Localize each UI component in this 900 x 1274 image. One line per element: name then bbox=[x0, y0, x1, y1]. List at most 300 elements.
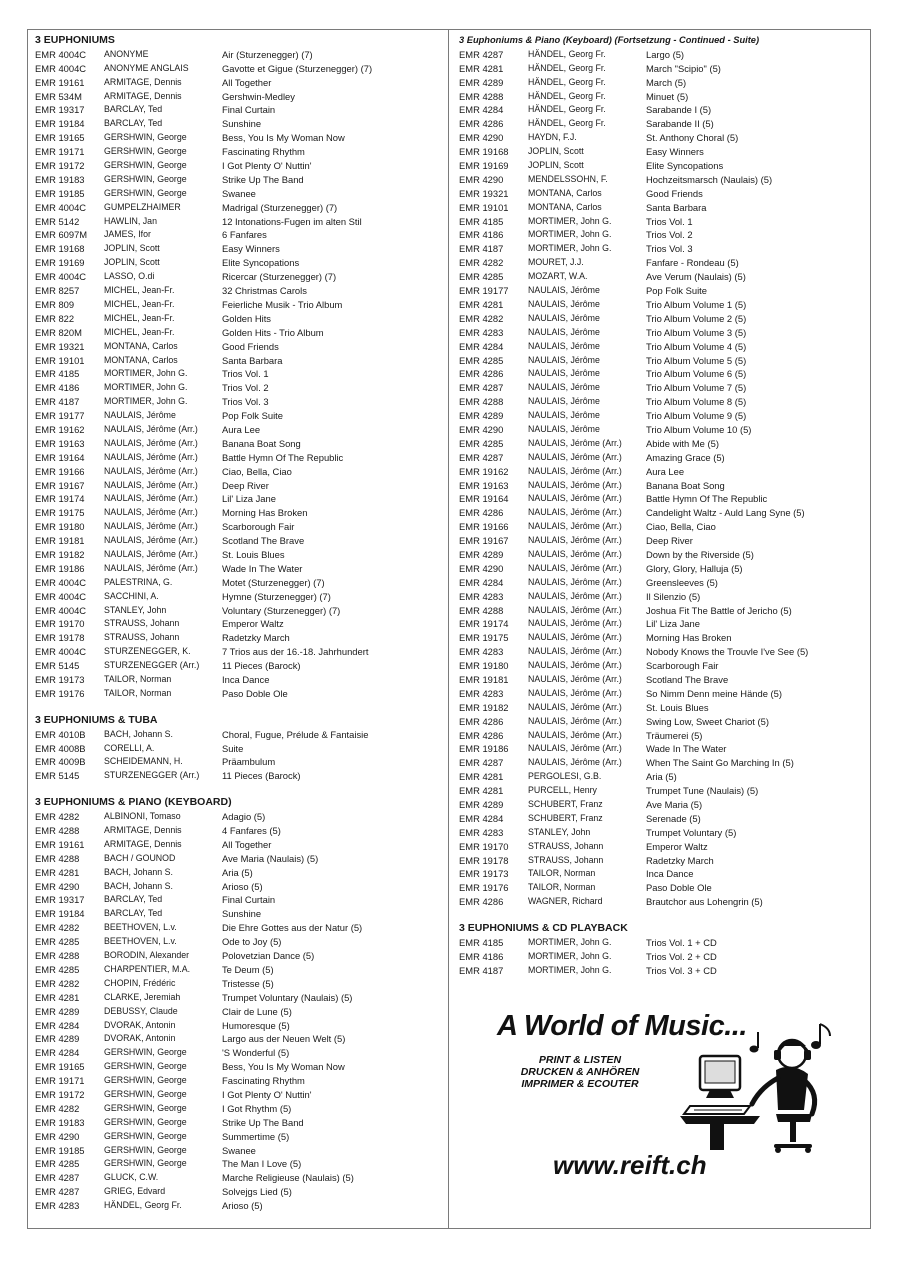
piece-title: Fascinating Rhythm bbox=[222, 1075, 305, 1087]
composer-name: BARCLAY, Ted bbox=[104, 118, 163, 129]
piece-title: Elite Syncopations bbox=[646, 160, 724, 172]
piece-title: Final Curtain bbox=[222, 104, 276, 116]
catalog-entry bbox=[35, 548, 445, 562]
piece-title: Battle Hymn Of The Republic bbox=[646, 493, 768, 505]
catalog-entry bbox=[35, 520, 445, 534]
composer-name: NAULAIS, Jérôme (Arr.) bbox=[528, 632, 622, 643]
composer-name: NAULAIS, Jérôme (Arr.) bbox=[528, 521, 622, 532]
composer-name: NAULAIS, Jérôme (Arr.) bbox=[528, 479, 622, 490]
piece-title: Nobody Knows the Trouvle I've See (5) bbox=[646, 646, 809, 658]
catalog-entry bbox=[35, 631, 445, 645]
catalog-entry bbox=[459, 395, 864, 409]
composer-name: MONTANA, Carlos bbox=[528, 201, 602, 212]
piece-title: Brautchor aus Lohengrin (5) bbox=[646, 896, 763, 908]
catalog-entry bbox=[459, 159, 864, 173]
catalog-entry bbox=[35, 354, 445, 368]
composer-name: MICHEL, Jean-Fr. bbox=[104, 298, 175, 309]
catalog-code: EMR 19182 bbox=[35, 548, 85, 560]
composer-name: SCHUBERT, Franz bbox=[528, 799, 603, 809]
catalog-code: EMR 19181 bbox=[35, 535, 85, 547]
catalog-code: EMR 5145 bbox=[35, 770, 80, 782]
piece-title: Santa Barbara bbox=[222, 354, 283, 366]
piece-title: Inca Dance bbox=[222, 673, 270, 685]
piece-title: Morning Has Broken bbox=[222, 507, 308, 519]
catalog-code: EMR 4287 bbox=[459, 382, 504, 394]
catalog-entry bbox=[459, 881, 864, 895]
catalog-code: EMR 19171 bbox=[35, 146, 85, 158]
piece-title: All Together bbox=[222, 838, 272, 850]
catalog-code: EMR 19172 bbox=[35, 1088, 85, 1100]
catalog-entry bbox=[35, 617, 445, 631]
catalog-code: EMR 4285 bbox=[459, 271, 504, 283]
catalog-entry bbox=[459, 548, 864, 562]
piece-title: Santa Barbara bbox=[646, 201, 707, 213]
logo-tagline-3: IMPRIMER & ECOUTER bbox=[521, 1078, 639, 1090]
piece-title: Träumerei (5) bbox=[646, 729, 703, 741]
catalog-code: EMR 19173 bbox=[459, 868, 509, 880]
piece-title: Trios Vol. 3 + CD bbox=[646, 964, 717, 976]
catalog-entry bbox=[35, 326, 445, 340]
catalog-code: EMR 4290 bbox=[459, 173, 504, 185]
catalog-entry bbox=[459, 562, 864, 576]
section-gap bbox=[35, 701, 445, 714]
catalog-entry bbox=[35, 1185, 445, 1199]
piece-title: Summertime (5) bbox=[222, 1130, 290, 1142]
piece-title: Choral, Fugue, Prélude & Fantaisie bbox=[222, 728, 369, 740]
piece-title: Fanfare - Rondeau (5) bbox=[646, 257, 739, 269]
catalog-entry bbox=[459, 201, 864, 215]
catalog-entry bbox=[35, 880, 445, 894]
catalog-code: EMR 4283 bbox=[35, 1200, 80, 1212]
piece-title: Radetzky March bbox=[646, 854, 714, 866]
catalog-code: EMR 4289 bbox=[459, 548, 504, 560]
catalog-code: EMR 4187 bbox=[35, 396, 80, 408]
composer-name: MORTIMER, John G. bbox=[528, 229, 612, 240]
piece-title: Inca Dance bbox=[646, 868, 694, 880]
logo-url: www.reift.ch bbox=[553, 1150, 707, 1180]
composer-name: MOURET, J.J. bbox=[528, 257, 584, 268]
catalog-code: EMR 4285 bbox=[459, 437, 504, 449]
catalog-entry bbox=[35, 963, 445, 977]
composer-name: BARCLAY, Ted bbox=[104, 104, 163, 115]
composer-name: HÄNDEL, Georg Fr. bbox=[528, 62, 606, 73]
catalog-code: EMR 19317 bbox=[35, 104, 85, 116]
composer-name: MORTIMER, John G. bbox=[104, 382, 188, 393]
composer-name: STRAUSS, Johann bbox=[528, 840, 604, 851]
catalog-code: EMR 19321 bbox=[35, 340, 85, 352]
composer-name: MONTANA, Carlos bbox=[104, 340, 178, 351]
catalog-entry bbox=[459, 103, 864, 117]
piece-title: Bess, You Is My Woman Now bbox=[222, 1061, 345, 1073]
composer-name: BARCLAY, Ted bbox=[104, 894, 163, 905]
composer-name: NAULAIS, Jérôme bbox=[528, 410, 600, 421]
catalog-code: EMR 4283 bbox=[459, 687, 504, 699]
piece-title: Minuet (5) bbox=[646, 90, 689, 102]
section-title: 3 Euphoniums & Piano (Keyboard) (Fortsetzung - Continued - Suite) bbox=[459, 35, 760, 45]
catalog-entry bbox=[35, 1199, 445, 1213]
catalog-code: EMR 4288 bbox=[459, 90, 504, 102]
catalog-code: EMR 19166 bbox=[35, 465, 85, 477]
catalog-entry bbox=[35, 755, 445, 769]
composer-name: NAULAIS, Jérôme (Arr.) bbox=[528, 660, 622, 671]
composer-name: ALBINONI, Tomaso bbox=[104, 811, 181, 822]
piece-title: Aria (5) bbox=[222, 866, 253, 878]
catalog-entry bbox=[459, 90, 864, 104]
catalog-entry bbox=[35, 242, 445, 256]
catalog-entry bbox=[459, 48, 864, 62]
composer-name: GERSHWIN, George bbox=[104, 1061, 187, 1072]
piece-title: Trio Album Volume 6 (5) bbox=[646, 368, 747, 380]
composer-name: ANONYME bbox=[104, 48, 149, 59]
composer-name: NAULAIS, Jérôme bbox=[528, 354, 600, 365]
piece-title: Banana Boat Song bbox=[222, 437, 301, 449]
catalog-code: EMR 4185 bbox=[35, 368, 80, 380]
composer-name: GERSHWIN, George bbox=[104, 1116, 187, 1127]
catalog-entry bbox=[35, 62, 445, 76]
composer-name: NAULAIS, Jérôme (Arr.) bbox=[104, 451, 198, 462]
catalog-code: EMR 4286 bbox=[459, 715, 504, 727]
column-divider bbox=[448, 29, 449, 1229]
catalog-entry bbox=[459, 451, 864, 465]
piece-title: Paso Doble Ole bbox=[646, 882, 712, 894]
catalog-entry bbox=[459, 964, 864, 978]
catalog-code: EMR 19161 bbox=[35, 76, 85, 88]
catalog-entry bbox=[35, 395, 445, 409]
catalog-code: EMR 19184 bbox=[35, 908, 85, 920]
piece-title: Hochzeitsmarsch (Naulais) (5) bbox=[646, 173, 773, 185]
composer-name: GRIEG, Edvard bbox=[104, 1186, 166, 1197]
catalog-entry bbox=[35, 1005, 445, 1019]
catalog-code: EMR 19186 bbox=[35, 562, 85, 574]
composer-name: CLARKE, Jeremiah bbox=[104, 991, 181, 1002]
catalog-entry bbox=[35, 103, 445, 117]
composer-name: NAULAIS, Jérôme (Arr.) bbox=[528, 687, 622, 698]
piece-title: Trio Album Volume 3 (5) bbox=[646, 326, 747, 338]
composer-name: DEBUSSY, Claude bbox=[104, 1005, 178, 1016]
composer-name: GLUCK, C.W. bbox=[104, 1172, 159, 1183]
catalog-code: EMR 534M bbox=[35, 90, 82, 102]
composer-name: GERSHWIN, George bbox=[104, 146, 187, 157]
catalog-code: EMR 19168 bbox=[459, 146, 509, 158]
left-column bbox=[35, 34, 445, 1213]
catalog-entry bbox=[35, 810, 445, 824]
catalog-code: EMR 4282 bbox=[459, 257, 504, 269]
catalog-entry bbox=[35, 1060, 445, 1074]
composer-name: PURCELL, Henry bbox=[528, 785, 597, 796]
piece-title: Abide with Me (5) bbox=[646, 437, 719, 449]
piece-title: Deep River bbox=[646, 535, 693, 547]
catalog-entry bbox=[35, 381, 445, 395]
piece-title: Aura Lee bbox=[646, 465, 685, 477]
catalog-entry bbox=[459, 437, 864, 451]
composer-name: HÄNDEL, Georg Fr. bbox=[528, 48, 606, 59]
logo-headline: A World of Music... bbox=[497, 1010, 747, 1042]
composer-name: PALESTRINA, G. bbox=[104, 576, 173, 587]
composer-name: STANLEY, John bbox=[528, 826, 591, 837]
piece-title: Madrigal (Sturzenegger) (7) bbox=[222, 201, 338, 213]
piece-title: Swanee bbox=[222, 187, 256, 199]
piece-title: Trio Album Volume 9 (5) bbox=[646, 410, 747, 422]
catalog-entry bbox=[459, 298, 864, 312]
composer-name: NAULAIS, Jérôme bbox=[528, 382, 600, 393]
catalog-code: EMR 19167 bbox=[35, 479, 85, 491]
catalog-code: EMR 19183 bbox=[35, 1116, 85, 1128]
composer-name: NAULAIS, Jérôme bbox=[528, 340, 600, 351]
composer-name: NAULAIS, Jérôme (Arr.) bbox=[528, 562, 622, 573]
composer-name: NAULAIS, Jérôme (Arr.) bbox=[104, 507, 198, 518]
catalog-code: EMR 19101 bbox=[35, 354, 85, 366]
catalog-entry bbox=[459, 173, 864, 187]
catalog-code: EMR 19174 bbox=[459, 618, 509, 630]
logo-tagline-2: DRUCKEN & ANHÖREN bbox=[520, 1066, 640, 1078]
catalog-entry bbox=[35, 728, 445, 742]
catalog-entry bbox=[459, 770, 864, 784]
piece-title: Trios Vol. 3 bbox=[646, 243, 693, 255]
catalog-code: EMR 4281 bbox=[35, 866, 80, 878]
composer-name: HÄNDEL, Georg Fr. bbox=[528, 118, 606, 129]
catalog-code: EMR 4290 bbox=[459, 562, 504, 574]
composer-name: TAILOR, Norman bbox=[528, 868, 596, 879]
catalog-code: EMR 19161 bbox=[35, 838, 85, 850]
catalog-entry bbox=[35, 1171, 445, 1185]
catalog-code: EMR 19180 bbox=[35, 521, 85, 533]
piece-title: Lil' Liza Jane bbox=[222, 493, 276, 505]
catalog-entry bbox=[35, 977, 445, 991]
catalog-entry bbox=[35, 991, 445, 1005]
composer-name: HÄNDEL, Georg Fr. bbox=[528, 90, 606, 101]
catalog-entry bbox=[35, 409, 445, 423]
section-gap bbox=[459, 909, 864, 922]
catalog-code: EMR 5142 bbox=[35, 215, 80, 227]
composer-name: SCHEIDEMANN, H. bbox=[104, 756, 183, 767]
piece-title: Elite Syncopations bbox=[222, 257, 300, 269]
catalog-code: EMR 4290 bbox=[459, 423, 504, 435]
piece-title: Largo (5) bbox=[646, 48, 685, 60]
piece-title: Voluntary (Sturzenegger) (7) bbox=[222, 604, 341, 616]
composer-name: NAULAIS, Jérôme (Arr.) bbox=[528, 757, 622, 768]
catalog-code: EMR 19171 bbox=[35, 1075, 85, 1087]
piece-title: Lil' Liza Jane bbox=[646, 618, 700, 630]
composer-name: CORELLI, A. bbox=[104, 742, 155, 753]
composer-name: BACH / GOUNOD bbox=[104, 852, 176, 863]
piece-title: Gavotte et Gigue (Sturzenegger) (7) bbox=[222, 62, 373, 74]
piece-title: 11 Pieces (Barock) bbox=[222, 770, 301, 782]
piece-title: Easy Winners bbox=[646, 146, 704, 158]
catalog-code: EMR 19166 bbox=[459, 521, 509, 533]
catalog-entry bbox=[459, 506, 864, 520]
composer-name: MENDELSSOHN, F. bbox=[528, 173, 608, 184]
piece-title: Solvejgs Lied (5) bbox=[222, 1186, 292, 1198]
piece-title: Arioso (5) bbox=[222, 880, 263, 892]
catalog-code: EMR 4008B bbox=[35, 742, 86, 754]
catalog-entry bbox=[459, 617, 864, 631]
piece-title: When The Saint Go Marching In (5) bbox=[646, 757, 794, 769]
piece-title: Sarabande I (5) bbox=[646, 104, 712, 116]
catalog-entry bbox=[35, 312, 445, 326]
catalog-code: EMR 19167 bbox=[459, 535, 509, 547]
composer-name: STURZENEGGER (Arr.) bbox=[104, 770, 200, 781]
composer-name: NAULAIS, Jérôme (Arr.) bbox=[104, 479, 198, 490]
composer-name: LASSO, O.di bbox=[104, 271, 155, 282]
catalog-entry bbox=[459, 76, 864, 90]
catalog-code: EMR 4288 bbox=[35, 825, 80, 837]
catalog-entry bbox=[459, 187, 864, 201]
catalog-code: EMR 4289 bbox=[459, 410, 504, 422]
piece-title: Humoresque (5) bbox=[222, 1019, 290, 1031]
composer-name: NAULAIS, Jérôme (Arr.) bbox=[528, 548, 622, 559]
piece-title: Ave Verum (Naulais) (5) bbox=[646, 271, 746, 283]
composer-name: NAULAIS, Jérôme (Arr.) bbox=[104, 521, 198, 532]
composer-name: NAULAIS, Jérôme (Arr.) bbox=[528, 437, 622, 448]
catalog-entry bbox=[459, 590, 864, 604]
piece-title: Radetzky March bbox=[222, 632, 290, 644]
catalog-code: EMR 4288 bbox=[35, 950, 80, 962]
catalog-code: EMR 19169 bbox=[459, 160, 509, 172]
composer-name: ARMITAGE, Dennis bbox=[104, 825, 182, 836]
piece-title: Motet (Sturzenegger) (7) bbox=[222, 576, 325, 588]
piece-title: St. Louis Blues bbox=[222, 548, 285, 560]
section-title: 3 EUPHONIUMS & TUBA bbox=[35, 713, 158, 726]
catalog-code: EMR 4185 bbox=[459, 937, 504, 949]
catalog-code: EMR 4284 bbox=[459, 576, 504, 588]
catalog-entry bbox=[35, 1074, 445, 1088]
catalog-code: EMR 4282 bbox=[35, 811, 80, 823]
catalog-entry bbox=[459, 798, 864, 812]
catalog-entry bbox=[35, 228, 445, 242]
piece-title: Trio Album Volume 1 (5) bbox=[646, 298, 747, 310]
piece-title: Trios Vol. 1 + CD bbox=[646, 937, 717, 949]
catalog-entry bbox=[459, 340, 864, 354]
catalog-code: EMR 4281 bbox=[35, 991, 80, 1003]
composer-name: JOPLIN, Scott bbox=[104, 257, 160, 268]
catalog-code: EMR 19185 bbox=[35, 1144, 85, 1156]
piece-title: Final Curtain bbox=[222, 894, 276, 906]
composer-name: NAULAIS, Jérôme bbox=[528, 285, 600, 296]
catalog-entry bbox=[35, 187, 445, 201]
piece-title: Trumpet Voluntary (5) bbox=[646, 826, 737, 838]
catalog-entry bbox=[459, 381, 864, 395]
piece-title: Golden Hits - Trio Album bbox=[222, 326, 324, 338]
composer-name: STURZENEGGER (Arr.) bbox=[104, 660, 200, 671]
composer-name: MONTANA, Carlos bbox=[528, 187, 602, 198]
catalog-code: EMR 19186 bbox=[459, 743, 509, 755]
catalog-code: EMR 4004C bbox=[35, 590, 87, 602]
catalog-entry bbox=[459, 840, 864, 854]
piece-title: 12 Intonations-Fugen im alten Stil bbox=[222, 215, 362, 227]
composer-name: NAULAIS, Jérôme (Arr.) bbox=[528, 576, 622, 587]
composer-name: BEETHOVEN, L.v. bbox=[104, 922, 177, 933]
composer-name: TAILOR, Norman bbox=[104, 687, 172, 698]
catalog-entry bbox=[459, 117, 864, 131]
catalog-entry bbox=[459, 479, 864, 493]
piece-title: Ricercar (Sturzenegger) (7) bbox=[222, 271, 337, 283]
catalog-entry bbox=[35, 645, 445, 659]
catalog-code: EMR 4287 bbox=[459, 757, 504, 769]
catalog-entry bbox=[35, 367, 445, 381]
catalog-code: EMR 19177 bbox=[459, 285, 509, 297]
right-column bbox=[459, 34, 864, 978]
catalog-code: EMR 4289 bbox=[459, 76, 504, 88]
catalog-entry bbox=[35, 437, 445, 451]
catalog-entry bbox=[35, 1032, 445, 1046]
catalog-code: EMR 19165 bbox=[35, 1061, 85, 1073]
piece-title: Air (Sturzenegger) (7) bbox=[222, 48, 313, 60]
piece-title: Trio Album Volume 4 (5) bbox=[646, 340, 747, 352]
catalog-code: EMR 19182 bbox=[459, 701, 509, 713]
catalog-entry bbox=[35, 838, 445, 852]
composer-name: DVORAK, Antonin bbox=[104, 1033, 176, 1044]
composer-name: GERSHWIN, George bbox=[104, 1158, 187, 1169]
piece-title: Il Silenzio (5) bbox=[646, 590, 701, 602]
catalog-code: EMR 19183 bbox=[35, 173, 85, 185]
catalog-code: EMR 4281 bbox=[459, 771, 504, 783]
catalog-entry bbox=[459, 576, 864, 590]
composer-name: NAULAIS, Jérôme bbox=[528, 368, 600, 379]
catalog-code: EMR 4282 bbox=[459, 312, 504, 324]
catalog-entry bbox=[459, 687, 864, 701]
catalog-entry bbox=[459, 145, 864, 159]
catalog-entry bbox=[35, 673, 445, 687]
catalog-code: EMR 809 bbox=[35, 298, 75, 310]
catalog-entry bbox=[35, 852, 445, 866]
catalog-entry bbox=[459, 729, 864, 743]
catalog-entry bbox=[35, 479, 445, 493]
piece-title: Battle Hymn Of The Republic bbox=[222, 451, 344, 463]
composer-name: HAWLIN, Jan bbox=[104, 215, 157, 226]
catalog-entry bbox=[459, 62, 864, 76]
piece-title: Amazing Grace (5) bbox=[646, 451, 725, 463]
piece-title: 7 Trios aus der 16.-18. Jahrhundert bbox=[222, 646, 369, 658]
piece-title: Paso Doble Ole bbox=[222, 687, 288, 699]
catalog-code: EMR 4004C bbox=[35, 576, 87, 588]
catalog-code: EMR 19175 bbox=[35, 507, 85, 519]
piece-title: Trios Vol. 1 bbox=[646, 215, 693, 227]
catalog-entry bbox=[35, 284, 445, 298]
catalog-entry bbox=[459, 812, 864, 826]
piece-title: Adagio (5) bbox=[222, 811, 266, 823]
composer-name: HÄNDEL, Georg Fr. bbox=[528, 104, 606, 115]
piece-title: Ciao, Bella, Ciao bbox=[222, 465, 292, 477]
composer-name: NAULAIS, Jérôme bbox=[528, 423, 600, 434]
catalog-entry bbox=[35, 824, 445, 838]
catalog-entry bbox=[459, 784, 864, 798]
composer-name: NAULAIS, Jérôme (Arr.) bbox=[528, 618, 622, 629]
catalog-code: EMR 19164 bbox=[35, 451, 85, 463]
catalog-code: EMR 4283 bbox=[459, 646, 504, 658]
composer-name: STANLEY, John bbox=[104, 604, 167, 615]
catalog-code: EMR 4284 bbox=[35, 1047, 80, 1059]
catalog-code: EMR 19170 bbox=[35, 618, 85, 630]
catalog-entry bbox=[35, 1157, 445, 1171]
piece-title: Hymne (Sturzenegger) (7) bbox=[222, 590, 331, 602]
catalog-entry bbox=[459, 354, 864, 368]
catalog-entry bbox=[35, 1144, 445, 1158]
piece-title: 6 Fanfares bbox=[222, 229, 267, 241]
catalog-code: EMR 19185 bbox=[35, 187, 85, 199]
piece-title: Trio Album Volume 10 (5) bbox=[646, 423, 752, 435]
catalog-code: EMR 820M bbox=[35, 326, 82, 338]
composer-name: GERSHWIN, George bbox=[104, 132, 187, 143]
catalog-entry bbox=[35, 145, 445, 159]
piece-title: Trio Album Volume 7 (5) bbox=[646, 382, 747, 394]
composer-name: MORTIMER, John G. bbox=[104, 396, 188, 407]
catalog-code: EMR 4290 bbox=[459, 132, 504, 144]
piece-title: Trio Album Volume 2 (5) bbox=[646, 312, 747, 324]
catalog-code: EMR 19162 bbox=[35, 423, 85, 435]
catalog-entry bbox=[459, 645, 864, 659]
catalog-code: EMR 19163 bbox=[35, 437, 85, 449]
piece-title: Pop Folk Suite bbox=[222, 410, 283, 422]
